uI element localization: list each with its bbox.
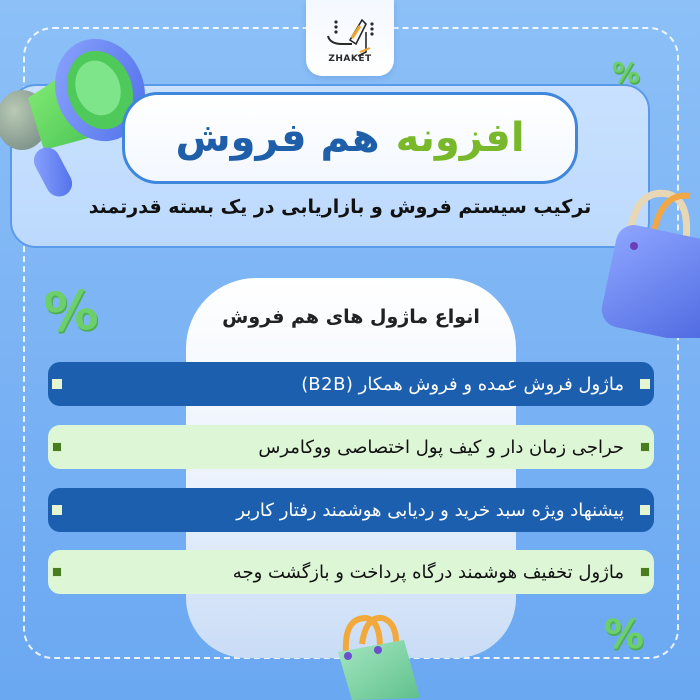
percent-icon: % [612,56,641,89]
logo[interactable] [306,0,394,76]
subtitle: ترکیب سیستم فروش و بازاریابی در یک بسته قدرتمند [88,196,592,218]
shopping-bag-green-icon [334,612,424,700]
percent-icon: % [604,612,645,658]
bullet-icon [640,379,650,389]
shopping-bag-icon [584,186,700,338]
title-pill [122,92,578,184]
feature-label: ماژول تخفیف هوشمند درگاه پرداخت و بازگشت وجه [232,561,624,583]
title-blue-words: هم فروش [175,115,380,161]
percent-icon: % [41,278,101,345]
feature-item-gateway-discount [48,550,654,594]
feature-label: حراجی زمان دار و کیف پول اختصاصی ووکامرس [258,436,624,458]
zhaket-logo-icon [322,12,378,58]
bullet-icon [52,379,62,389]
section-heading: انواع ماژول های هم فروش [222,306,480,328]
bullet-icon [640,567,650,577]
feature-label: پیشنهاد ویژه سبد خرید و ردیابی هوشمند رفتار کاربر [236,499,624,521]
feature-label: ماژول فروش عمده و فروش همکار (B2B) [301,373,624,395]
title-green-word: افزونه [395,115,525,161]
logo-text: ZHAKET [328,54,372,64]
bullet-icon [52,442,62,452]
feature-item-cart-offer [48,488,654,532]
bullet-icon [640,505,650,515]
bullet-icon [52,567,62,577]
bullet-icon [640,442,650,452]
bullet-icon [52,505,62,515]
feature-item-b2b [48,362,654,406]
feature-item-auction-wallet [48,425,654,469]
